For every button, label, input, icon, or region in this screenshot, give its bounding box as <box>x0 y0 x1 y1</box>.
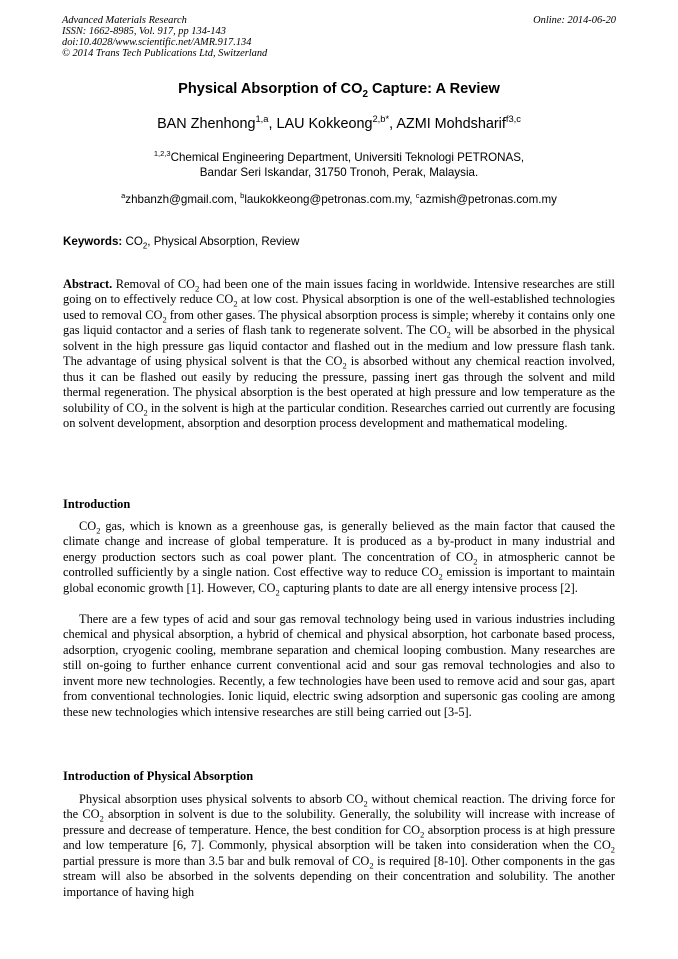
journal-header <box>62 15 616 59</box>
keywords: Keywords: $CO_2$, Physical Absorption, Review <box>63 235 300 251</box>
email-link[interactable]: zhbanzh@gmail.com <box>125 193 234 206</box>
author-list: BAN Zhenhong$^{1,a}$, LAU Kokkeong$^{2,b*}$, AZMI Mohdsharif$^{f3,c}$ <box>157 114 521 132</box>
author-sup: 1,a <box>255 114 269 125</box>
section-heading-physical-absorption: Introduction of Physical Absorption <box>63 769 254 783</box>
keywords-label: Keywords: <box>63 235 123 248</box>
email-link[interactable]: laukokkeong@petronas.com.my <box>244 193 410 206</box>
author-name: BAN Zhenhong <box>157 116 256 132</box>
journal-name: Advanced Materials Research <box>62 15 187 26</box>
online-date: Online: 2014-06-20 <box>533 15 616 26</box>
affiliation <box>0 150 678 180</box>
paper-title: Physical Absorption of $CO_2$ Capture: A Review <box>178 81 500 100</box>
email-list: $^a$zhbanzh@gmail.com, $^b$laukokkeong@petronas.com.my, $^c$azmish@petronas.com.my <box>121 191 557 206</box>
email-link[interactable]: azmish@petronas.com.my <box>419 193 557 206</box>
affiliation-line-1: Chemical Engineering Department, Universiti Teknologi PETRONAS, <box>170 151 525 164</box>
affiliation-sup: 1,2,3 <box>153 149 171 159</box>
introduction-paragraph-2: There are a few types of acid and sour gas removal technology being used in various industries including chemical and physical absorption, a hybrid of chemical and physical absorption, hot carbonate based process, adsorption, cryogenic cooling, membrane separation and chemical looping combustion. Many researches are still on-going to further enhance current conventional acid and sour gas removal technologies and also to invent more new technologies. Recently, a few technologies have been used to remove acid and sour gas, apart from conventional technologies. Ionic liquid, electric swing adsorption and supersonic gas cooling are among these new technologies which intensive researches are still being carried out [3-5]. <box>63 612 615 719</box>
affiliation-line-2: Bandar Seri Iskandar, 31750 Tronoh, Perak, Malaysia. <box>199 166 479 179</box>
author-sup: f3,c <box>505 114 521 125</box>
physical-absorption-paragraph-1: Physical absorption uses physical solvents to absorb $CO_2$ without chemical reaction. The driving force for the $CO_2$ absorption in solvent is due to the solubility. Generally, the solubility will increase with increase of pressure and decrease of temperature. Hence, the best condition for $CO_2$ absorption process is at high pressure and low temperature [6, 7]. Commonly, physical absorption will be taken into consideration when the $CO_2$ partial pressure is more than 3.5 bar and bulk removal of $CO_2$ is required [8-10]. Other components in the gas stream will also be absorbed in the solvents depending on their concentration and solubility. The another importance of having high <box>63 792 615 899</box>
copyright-line: © 2014 Trans Tech Publications Ltd, Switzerland <box>62 48 268 59</box>
introduction-paragraph-1: $CO_2$ gas, which is known as a greenhouse gas, is generally believed as the main factor that caused the climate change and increase of global temperature. It is produced as a by-product in many industrial and energy production sectors such as coal power plant. The concentration of $CO_2$ in atmospheric cannot be controlled sufficiently by a single nation. Cost effective way to reduce $CO_2$ emission is important to maintain global economic growth [1]. However, $CO_2$ capturing plants to date are all energy intensive process [2]. <box>63 519 615 598</box>
author-sup: 2,b* <box>372 114 390 125</box>
doi-line: doi:10.4028/www.scientific.net/AMR.917.134 <box>62 37 252 48</box>
abstract-paragraph: Abstract. Removal of $CO_2$ had been one of the main issues facing in worldwide. Intensive researches are still going on to effectively reduce $CO_2$ at low cost. Physical absorption is one of the well-established technologies used to removal $CO_2$ from other gases. The physical absorption process is simple; whereby it contains only one gas liquid contactor and a series of flash tank to regenerate solvent. The $CO_2$ will be absorbed in the physical solvent in the high pressure gas liquid contactor and flashed out in the medium and low pressure flash tank. The advantage of using physical solvent is that the $CO_2$ is absorbed without any chemical reaction involved, thus it can be flashed out easily by reducing the pressure, passing inert gas through the solvent and mild thermal regeneration. The physical absorption is the best operated at high pressure and low temperature as the solubility of $CO_2$ in the solvent is high at the particular condition. Researches carried out currently are focusing on solvent development, absorption and desorption process development and mathematical modeling. <box>63 277 616 431</box>
section-heading-introduction: Introduction <box>63 497 131 511</box>
abstract-label: Abstract. <box>63 277 113 291</box>
issn-line: ISSN: 1662-8985, Vol. 917, pp 134-143 <box>62 26 226 37</box>
author-name: AZMI Mohdsharif <box>396 116 506 132</box>
author-name: LAU Kokkeong <box>276 116 373 132</box>
